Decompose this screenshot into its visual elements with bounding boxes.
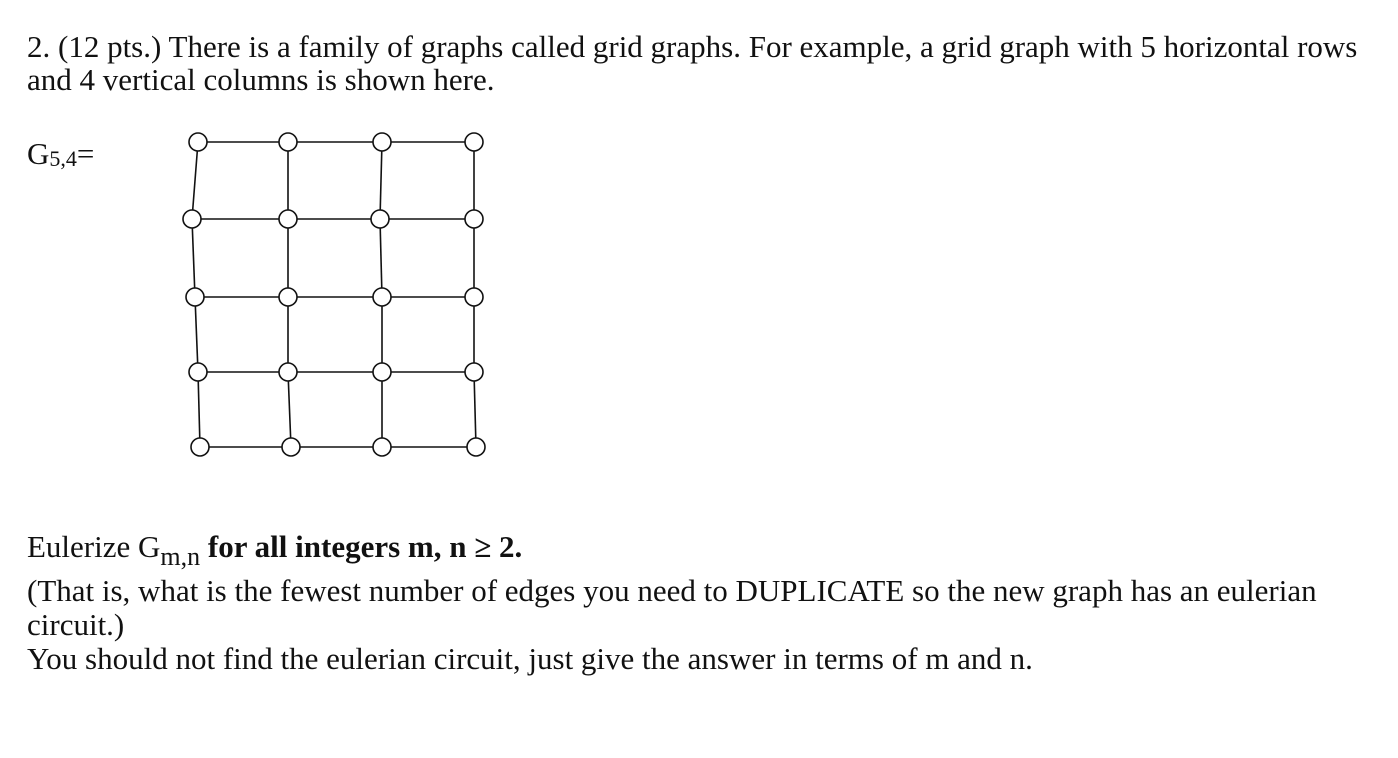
grid-edge-vertical: [288, 372, 291, 447]
grid-vertex: [373, 363, 391, 381]
grid-graph: [170, 120, 500, 465]
grid-vertex: [189, 363, 207, 381]
grid-vertex: [279, 210, 297, 228]
grid-vertex: [465, 363, 483, 381]
grid-vertex: [465, 133, 483, 151]
grid-vertex: [183, 210, 201, 228]
grid-edge-vertical: [474, 372, 476, 447]
grid-vertex: [186, 288, 204, 306]
graph-label: [27, 136, 94, 177]
eulerize-subscript: m,n: [160, 542, 201, 571]
grid-vertex: [465, 210, 483, 228]
question-block: [27, 530, 1367, 676]
grid-edge-vertical: [192, 142, 198, 219]
graph-label-subscript: 5,4: [49, 146, 77, 171]
eulerize-word: Eulerize G: [27, 529, 161, 564]
grid-vertex: [279, 288, 297, 306]
grid-vertex: [189, 133, 207, 151]
grid-vertex: [373, 438, 391, 456]
eulerize-condition: for all integers m, n ≥ 2.: [207, 529, 523, 564]
graph-label-equals: =: [76, 136, 95, 171]
grid-edge-vertical: [198, 372, 200, 447]
grid-edges: [192, 142, 476, 447]
grid-vertex: [467, 438, 485, 456]
grid-vertex: [279, 133, 297, 151]
grid-vertices: [183, 133, 485, 456]
grid-edge-vertical: [380, 219, 382, 297]
grid-edge-vertical: [380, 142, 382, 219]
grid-vertex: [465, 288, 483, 306]
grid-vertex: [282, 438, 300, 456]
grid-vertex: [373, 288, 391, 306]
graph-label-letter: G: [27, 136, 50, 171]
grid-vertex: [371, 210, 389, 228]
grid-vertex: [191, 438, 209, 456]
grid-edge-vertical: [195, 297, 198, 372]
grid-vertex: [373, 133, 391, 151]
question-instruction: You should not find the eulerian circuit, just give the answer in terms of m and n.: [27, 641, 1033, 676]
problem-intro: 2. (12 pts.) There is a family of graphs called grid graphs. For example, a grid graph with 5 horizontal rows and 4 vertical columns is shown here.: [27, 29, 1358, 97]
grid-edge-vertical: [192, 219, 195, 297]
question-line-1: [27, 530, 1367, 574]
question-clarification: (That is, what is the fewest number of edges you need to DUPLICATE so the new graph has an eulerian circuit.): [27, 573, 1317, 642]
grid-vertex: [279, 363, 297, 381]
